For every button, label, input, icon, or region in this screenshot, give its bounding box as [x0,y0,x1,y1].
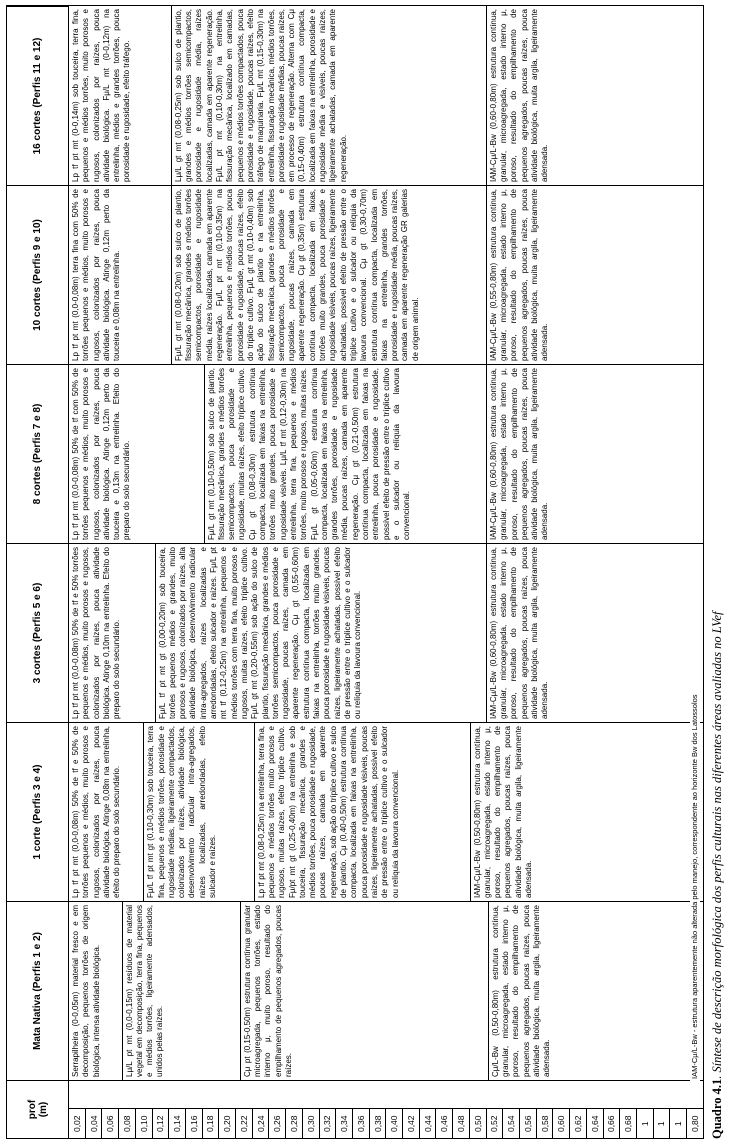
horizon-description: IAM-Cμ/L-Bw (0,60-0,80m) estrutura contínua, granular, microagregada, estado interno μ, poroso, resultado do empilhamento de pequenos agregados, poucas raízes, pouca atividade biológica, muita argila, ligeiramente adensada. [488,9,550,182]
depth-value: 0,56 [520,1110,537,1139]
depth-value: 0,30 [303,1110,320,1139]
header-col-1: Mata Nativa (Perfis 1 e 2) [7,901,69,1080]
horizon-description: Lp tf pt mt (0,0-0,08m) 50% de tf e 50% torrões pequenos e médios, muito porosos e rugosos, colonizados por raízes, pouca atividade biológica. Atinge 0,10m na entrelinha. Efeito do preparo do solo secundário. [69,544,156,722]
footnote: IAM-Cμ/L-Bw - estrutura aparentemente não alterada pelo manejo, correspondente ao horizonte Bw dos Latossolos [690,694,699,1079]
horizon-description: Lp tf pt mt (0-0,14m) sob touceira, terra fina, pequenos e médios torrões, muito porosos e rugosos, colonizados por raízes, pouca atividade biológica. Fμ/L mt (0-0,12m) na entrelinha, médios e grandes torrões, pouca porosidade e rugosidade, efeito tráfego. [69,6,172,185]
table-caption [704,9,730,1139]
horizon-description: Fμ/L gt mt (0,10-0,50m) sob sulco de plantio, fissuração mecânica, grandes e médios torrões semicompactos, pouca porosidade e rugosidade, muitas raízes, efeito tríplice cultivo. Cμ gt (0,08-0,30m) estrutura contínua compacta, localizada em faixas na entrelinha, torrões muito grandes, pouca porosidade e rugosidade visíveis. Lμ/L tf mt (0,12-0,30m) na entrelinha, terra fina, pequenos e médios torrões, muito porosos e rugosos, muitas raízes. Fμ/L gt (0,05-0,60m) estrutura contínua compacta, localizada em faixas na entrelinha, grandes torrões, porosidade e rugosidade média, poucas raízes, camada em aparente regeneração. Cμ gt (0,21-0,50m) estrutura contínua compacta, localizada em faixas na entrelinha, pouca porosidade e rugosidade, possível efeito de pressão entre o tríplice cultivo e o sulcador ou relíquia da lavoura convencional. [205,365,487,543]
depth-value: 0,64 [587,1110,604,1139]
horizon-description: Cμ/L-Bw (0,50-0,80m) estrutura contínua, granular, microagregada, estado interno μ, poroso, resultado do empilhamento de pequenos agregados, poucas raízes, pouca atividade biológica, muita argila, ligeiramente adensada. [490,905,552,1077]
depth-value: 0,18 [203,1110,220,1139]
horizon-description: Fμ/L tf pt mt gt (0,00-0,20m) sob touceira, torrões pequenos médios e grandes, muito porosos e rugosos, colonizados por raízes, alta atividade biológica, desenvolvimento radicular intra-agregados, raízes localizadas e arredondadas, efeito sulcador e raízes. Fμ/L pt mt tf (0,12-0,25m) na entrelinha, pequenos e médios torrões com terra fina, muito porosos e rugosos, muitas raízes, efeito tríplice cultivo. Fμ/L gt mt (0,20-0,55m) sob ação do sulco de plantio, fissuração mecânica, grandes e médios torrões semicompactos, pouca porosidade e rugosidade, poucas raízes, camada em aparente regeneração. Cμ gt (0,55-0,60m) estrutura contínua compacta, localizada em faixas na entrelinha, torrões muito grandes, pouca porosidade e rugosidade visíveis, poucas raízes, ligeiramente achatadas, possível efeito de pressão entre o tríplice cultivo e o sulcador ou relíquia da lavoura convencional. [156,544,487,722]
area-column-3 [69,543,703,722]
area-column-6 [69,6,703,185]
horizon-description: Fμ/L tf pt mt gt (0,10-0,30m) sob touceira, terra fina, pequenos e médios torrões, porosidade e rugosidade médias, ligeiramente compactados, colonizados por raízes, atividade biológica, desenvolvimento radicular intra-agregados, raízes localizadas, arredondadas, efeito sulcador e raízes. [144,723,254,901]
morphology-table [6,5,704,1139]
horizon-description: Lp tf pt mt (0,0-0,08m) terra fina com 50% de torrões pequenos e médios, muito porosos e rugosos, colonizados por raízes, pouca atividade biológica. Atinge 0,12m perto da touceira e 0,08m na entrelinha. [69,186,172,364]
horizon-description: Lp tf pt mt (0,0-0,08m) 50% de tf e 50% de torrões pequenos e médios, muito porosos e rugosos, colonizados por raízes, pouca atividade biológica. Atinge 0,08m na entrelinha, efeito do preparo do solo secundário. [69,723,144,901]
depth-value: 0,14 [169,1110,186,1139]
depth-value: 0,48 [453,1110,470,1139]
depth-value: 1 [637,1110,654,1139]
depth-value: 1 [654,1110,671,1139]
depth-value: 0,50 [470,1110,487,1139]
depth-value: 0,58 [537,1110,554,1139]
depth-column [69,1080,703,1138]
header-col-4: 8 cortes (Perfis 7 e 8) [7,364,69,543]
header-col-3: 3 cortes (Perfis 5 e 6) [7,543,69,722]
horizon-description: IAM-Cμ/L-Bw (0,60-0,80m) estrutura contínua, granular, microagregada, estado interno μ, poroso, resultado do empilhamento de pequenos agregados, poucas raízes, pouca atividade biológica, muita argila, ligeiramente adensada. [488,547,550,719]
depth-value: 0,12 [153,1110,170,1139]
header-col-2: 1 corte (Perfis 3 e 4) [7,722,69,901]
depth-value: 0,44 [420,1110,437,1139]
depth-value: 0,36 [353,1110,370,1139]
depth-value: 0,34 [336,1110,353,1139]
depth-value: 0,80 [689,1115,700,1133]
depth-value: 0,16 [186,1110,203,1139]
header-depth: prof (m) [7,1080,69,1138]
area-column-5 [69,185,703,364]
depth-value: 0,42 [403,1110,420,1139]
depth-value: 0,10 [136,1110,153,1139]
depth-value: 0,38 [370,1110,387,1139]
depth-value: 0,66 [604,1110,621,1139]
depth-value: 0,22 [236,1110,253,1139]
depth-value: 0,02 [69,1110,86,1139]
depth-value: 0,60 [553,1110,570,1139]
horizon-description: Cμ pt (0,15-0,50m) estrutura contínua granular microagregada, pequenos torrões, estado interno μ, muito poroso, resultado do empilhamento de pequenos agregados, poucas raízes. [241,902,489,1080]
depth-value: 0,20 [219,1110,236,1139]
depth-value: 0,62 [570,1110,587,1139]
horizon-description: Lμ/L gt mt (0,08-0,25m) sob sulco de plantio, grandes e médios torrões semicompactos, porosidade e rugosidade média, raízes localizadas, camada em aparente regeneração. Fμ/L pt mt (0,10-0,30m) na entrelinha, fissuração mecânica, localizado em camadas, pequenos e médios torrões compactados, pouca porosidade e rugosidade, poucas raízes, efeito tráfego de maquinaria. Fμ/L mt (0,15-0,30m) na entrelinha, fissuração mecânica, médios torrões, porosidade e rugosidade médias, poucas raízes, em processo de regeneração. Alterna com Cμ (0,15-0,40m) estrutura contínua compacta, localizada em faixas na entrelinha, porosidade e rugosidade média e visíveis, poucas raízes, ligeiramente achatadas, camada em aparente regeneração. [172,6,487,185]
depth-value: 0,28 [286,1110,303,1139]
depth-value: 0,54 [503,1110,520,1139]
caption-text: . Síntese de descrição morfológica dos perfis culturais nas diferentes áreas avaliadas no LVef [710,611,724,1079]
depth-value: 0,04 [86,1110,103,1139]
horizon-description: Lp tf pt mt (0,08-0,25m) na entrelinha, terra fina, pequenos e médios torrões muito porosos e rugosos, muitas raízes, efeito tríplice cultivo. Fμ/pt mt gt (0,25-0,40m) na entrelinha e sob touceira, fissuração mecânica, grandes e médios torrões, pouca porosidade e rugosidade, poucas raízes, camada em aparente regeneração, sob ação do tríplice cultivo e sulco de plantio. Cμ (0,40-0,50m) estrutura contínua compacta, localizada em faixas na entrelinha, pouca porosidade e rugosidade visíveis, poucas raízes, ligeiramente achatadas, possível efeito de pressão entre o tríplice cultivo e o sulcador ou relíquia da lavoura convencional. [255,723,471,901]
horizon-description: Fμ/L gt mt (0,08-0,20m) sob sulco de plantio, fissuração mecânica, grandes e médios torrões semicompactos, porosidade e rugosidade média, raízes localizadas, camada em aparente regeneração. Fμ/L pt mt (0,10-0,35m) na entrelinha, pequenos e médios torrões, pouca porosidade e rugosidade, poucas raízes, efeito do tríplice cultivo. Fμ/L gt mt (0,10-0,40m) sob ação do sulco de plantio e na entrelinha, fissuração mecânica, grandes e médios torrões semicompactos, pouca porosidade e rugosidade, poucas raízes, camada em aparente regeneração. Cμ gt (0,35m) estrutura contínua compacta, localizada em faixas, torrões muito grandes, pouca porosidade e rugosidade visíveis, poucas raízes, ligeiramente achatadas, possível efeito de pressão entre o tríplice cultivo e o sulcador ou relíquia da lavoura convencional. Cμ gt (0,30-0,70m) estrutura contínua compacta, localizada em faixas na entrelinha, grandes torrões, porosidade e rugosidade média, poucas raízes, camada em aparente regeneração GR galerias de origem animal. [172,186,487,364]
horizon-description: Serrapilheira (0-0,05m) material fresco e em decomposição, pequenos torrões de origem biológica, intensa atividade biológica. [69,902,123,1080]
horizon-description: Lμ/L pt mt (0,0-0,15m) resíduos de material vegetal em decomposição, terra fina, pequenos e médios torrões, ligeiramente adensados, unidos pelas raízes. [123,902,241,1080]
depth-value: 0,52 [487,1110,504,1139]
depth-value: 0,40 [386,1110,403,1139]
header-col-6: 16 cortes (Perfis 11 e 12) [7,6,69,185]
depth-value: 0,26 [269,1110,286,1139]
depth-value: 0,24 [253,1110,270,1139]
area-column-1 [69,901,703,1080]
horizon-description: IAM-Cμ/L-Bw (0,50-0,80m) estrutura contínua, granular, microagregada, estado interno μ, poroso, resultado do empilhamento de pequenos agregados, poucas raízes, pouca atividade biológica, muita argila, ligeiramente adensada. [472,726,534,898]
horizon-description: Lp tf pt mt (0,0-0,08m) 50% de tf com 50% de torrões pequenos e médios, muito porosos e rugosos, colonizados por raízes, pouca atividade biológica. Atinge 0,12m perto da touceira e 0,13m na entrelinha. Efeito do preparo do solo secundário. [69,365,205,543]
depth-divider [69,1081,703,1110]
area-column-4 [69,364,703,543]
horizon-description: IAM-Cμ/L-Bw (0,60-0,80m) estrutura contínua, granular, microagregada, estado interno μ, poroso, resultado do empilhamento de pequenos agregados, poucas raízes, pouca atividade biológica, muita argila, ligeiramente adensada. [488,368,550,540]
depth-value: 0,32 [320,1110,337,1139]
horizon-description: IAM-Cμ/L-Bw (0,55-0,80m) estrutura contínua, granular, microagregada, estado interno μ, poroso, resultado do empilhamento de pequenos agregados, poucas raízes, pouca atividade biológica, muita argila, ligeiramente adensada. [488,189,550,361]
depth-values [69,1110,703,1139]
depth-value: 0,68 [620,1110,637,1139]
depth-value: 0,06 [102,1110,119,1139]
header-col-5: 10 cortes (Perfis 9 e 10) [7,185,69,364]
caption-label: Quadro 4.1 [710,1078,724,1139]
area-column-2 [69,722,703,901]
depth-value: 0,46 [436,1110,453,1139]
depth-value: 1 [670,1110,687,1139]
depth-value: 0,08 [119,1110,136,1139]
